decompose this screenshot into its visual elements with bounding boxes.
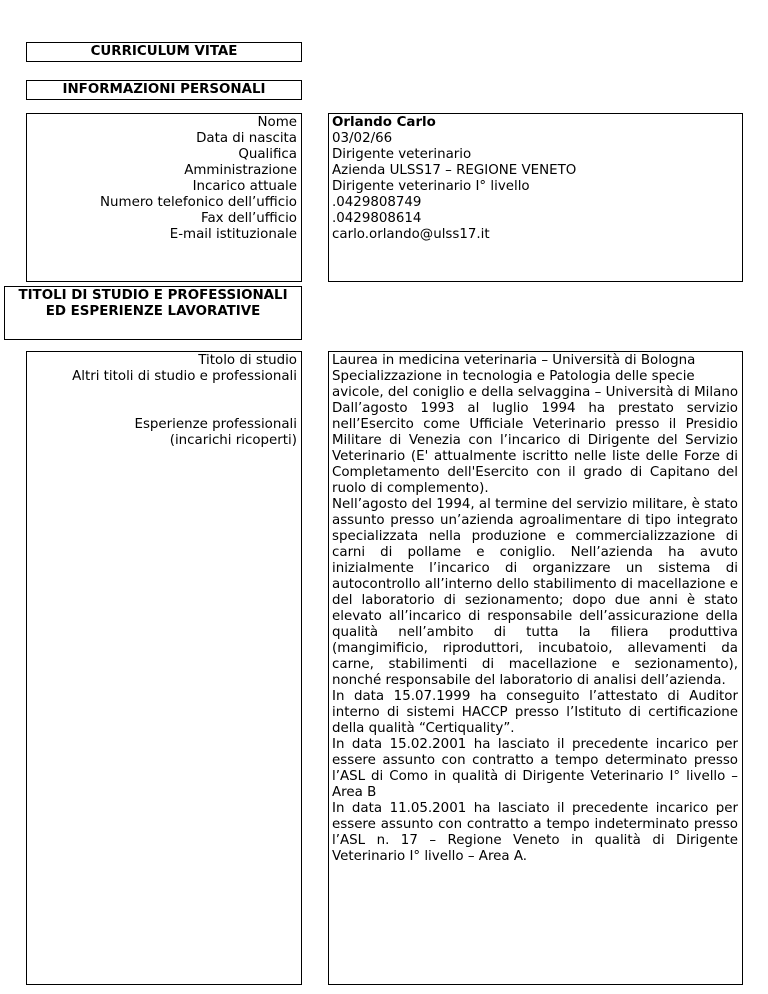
esperienza-3: In data 15.07.1999 ha conseguito l’attestato di Auditor interno di sistemi HACCP presso l’Istituto di certificazione della qualità “Certiquality”. <box>332 689 738 736</box>
label-altri-titoli: Altri titoli di studio e professionali <box>72 369 297 384</box>
cv-heading: CURRICULUM VITAE <box>90 44 238 59</box>
personal-labels-column <box>26 113 302 282</box>
label-fax: Fax dell’ufficio <box>200 211 297 226</box>
label-titolo-studio: Titolo di studio <box>198 353 297 368</box>
value-incarico: Dirigente veterinario I° livello <box>332 179 530 194</box>
value-altri-titoli: Specializzazione in tecnologia e Patologia delle specie avicole, del coniglio e della selvaggina – Università di Milano <box>332 369 739 400</box>
esperienza-4: In data 15.02.2001 ha lasciato il precedente incarico per essere assunto con contratto a tempo determinato presso l’ASL di Como in qualità di Dirigente Veterinario I° livello – Area B <box>332 737 738 800</box>
personal-info-heading-box <box>26 80 302 100</box>
titles-heading: TITOLI DI STUDIO E PROFESSIONALI ED ESPERIENZE LAVORATIVE <box>18 288 288 319</box>
titles-values-column <box>328 351 743 985</box>
esperienza-2: Nell’agosto del 1994, al termine del servizio militare, è stato assunto presso un’azienda agroalimentare di tipo integrato specializzata nella produzione e commercializzazione di carni di pollame e coniglio. Nell’azienda ha avuto inizialmente l’incarico di organizzare un sistema di autocontrollo all’interno dello stabilimento di macellazione e del laboratorio di sezionamento; dopo due anni è stato elevato all’incarico di responsabile dell’assicurazione della qualità nell’ambito di tutta la filiera produttiva (mangimificio, riproduttori, incubatoio, allevamenti da carne, stabilimenti di macellazione e sezionamento), nonché responsabile del laboratorio di analisi dell’azienda. <box>332 497 738 688</box>
value-amministrazione: Azienda ULSS17 – REGIONE VENETO <box>332 163 577 178</box>
value-fax: .0429808614 <box>332 211 422 226</box>
label-nome: Nome <box>257 115 297 130</box>
label-email: E-mail istituzionale <box>169 227 297 242</box>
label-incarico: Incarico attuale <box>192 179 297 194</box>
value-nome: Orlando Carlo <box>332 115 436 130</box>
titles-heading-box <box>4 286 302 340</box>
label-qualifica: Qualifica <box>238 147 297 162</box>
value-data-nascita: 03/02/66 <box>332 131 393 146</box>
value-qualifica: Dirigente veterinario <box>332 147 472 162</box>
cv-heading-box <box>26 42 302 62</box>
value-telefono: .0429808749 <box>332 195 422 210</box>
label-data-nascita: Data di nascita <box>196 131 297 146</box>
esperienza-1: Dall’agosto 1993 al luglio 1994 ha prestato servizio nell’Esercito come Ufficiale Veterinario presso il Presidio Militare di Venezia con l’incarico di Dirigente del Servizio Veterinario (E' attualmente iscritto nelle liste delle Forze di Completamento dell'Esercito con il grado di Capitano del ruolo di complemento). <box>332 401 738 496</box>
label-esperienze: Esperienze professionali (incarichi ricoperti) <box>134 417 297 448</box>
label-telefono: Numero telefonico dell’ufficio <box>100 195 297 210</box>
personal-info-heading: INFORMAZIONI PERSONALI <box>62 82 266 97</box>
esperienza-5: In data 11.05.2001 ha lasciato il precedente incarico per essere assunto con contratto a tempo indeterminato presso l’ASL n. 17 – Regione Veneto in qualità di Dirigente Veterinario I° livello – Area A. <box>332 801 738 864</box>
value-email: carlo.orlando@ulss17.it <box>332 227 490 242</box>
personal-values-column <box>328 113 743 282</box>
label-amministrazione: Amministrazione <box>184 163 297 178</box>
titles-labels-column <box>26 351 302 985</box>
value-titolo-studio: Laurea in medicina veterinaria – Università di Bologna <box>332 353 696 368</box>
